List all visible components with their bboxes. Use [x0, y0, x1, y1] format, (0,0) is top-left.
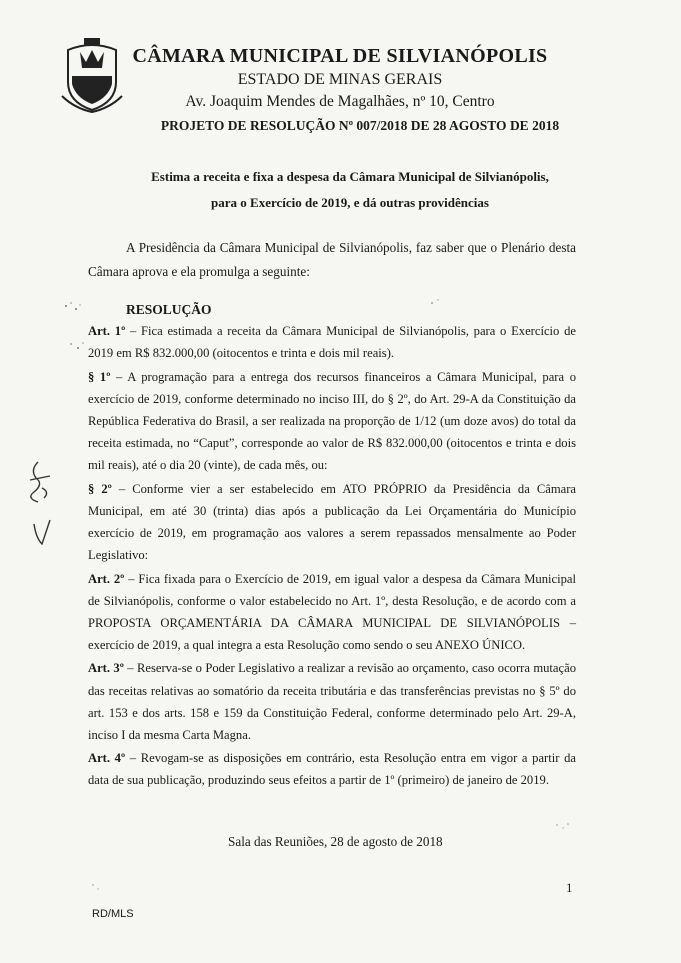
resolution-heading: RESOLUÇÃO	[126, 302, 212, 317]
article-label: Art. 1º	[88, 324, 126, 338]
paragraph-2	[88, 478, 576, 566]
scan-noise-icon	[62, 300, 84, 314]
article-label: § 1º	[88, 369, 111, 384]
article-label: Art. 3º	[88, 661, 124, 676]
article-1	[88, 320, 576, 364]
scan-noise-icon	[66, 340, 88, 354]
municipal-crest-icon	[58, 36, 126, 114]
state-name: ESTADO DE MINAS GERAIS	[237, 71, 443, 88]
article-4	[88, 747, 576, 791]
org-name: CÂMARA MUNICIPAL DE SILVIANÓPOLIS	[132, 45, 548, 67]
ementa-line-2: para o Exercício de 2019, e dá outras providências	[211, 195, 489, 210]
article-text: – Reserva-se o Poder Legislativo a realizar a revisão ao orçamento, caso ocorra mutação das receitas relativas ao somatório da receita tributária e das transferências previstas no § 5º do art. 153 e dos arts. 158 e 159 da Constituição Federal, conforme determinado pelo Art. 29-A, inciso I da mesma Carta Magna.	[88, 661, 576, 742]
resolution-body	[88, 320, 576, 793]
ementa-line-1: Estima a receita e fixa a despesa da Câmara Municipal de Silvianópolis,	[151, 169, 549, 184]
scan-noise-icon	[552, 820, 574, 834]
article-2	[88, 568, 576, 656]
scan-noise-icon	[88, 880, 110, 894]
handwritten-mark-icon	[20, 458, 60, 548]
initials: RD/MLS	[92, 908, 134, 920]
paragraph-1	[88, 366, 576, 476]
letterhead	[130, 44, 550, 112]
article-label: Art. 2º	[88, 571, 125, 586]
ementa	[100, 164, 600, 216]
article-label: § 2º	[88, 481, 112, 496]
project-title: PROJETO DE RESOLUÇÃO Nº 007/2018 DE 28 AGOSTO DE 2018	[160, 118, 560, 133]
scan-noise-icon	[426, 296, 448, 310]
article-text: – Fica estimada a receita da Câmara Municipal de Silvianópolis, para o Exercício de 2019 em R$ 832.000,00 (oitocentos e trinta e dois mil reais).	[88, 324, 576, 361]
address: Av. Joaquim Mendes de Magalhães, nº 10, Centro	[185, 93, 495, 110]
signoff: Sala das Reuniões, 28 de agosto de 2018	[228, 834, 443, 849]
article-text: – Fica fixada para o Exercício de 2019, em igual valor a despesa da Câmara Municipal de Silvianópolis, conforme o valor estabelecido no Art. 1º, desta Resolução, e de acordo com a PROPOSTA ORÇAMENTÁRIA DA CÂMARA MUNICIPAL DE SILVIANÓPOLIS – exercício de 2019, a qual integra a esta Resolução como sendo o seu ANEXO ÚNICO.	[88, 571, 576, 652]
article-text: – A programação para a entrega dos recursos financeiros a Câmara Municipal, para o exercício de 2019, conforme determinado no inciso III, do § 2º, do Art. 29-A da Constituição da República Federativa do Brasil, a ser realizada na proporção de 1/12 (um doze avos) do total da receita estimada, no “Caput”, corresponde ao valor de R$ 832.000,00 (oitocentos e trinta e dois mil reais), até o dia 20 (vinte), de cada mês, ou:	[88, 369, 576, 473]
article-text: – Revogam-se as disposições em contrário, esta Resolução entra em vigor a partir da data de sua publicação, produzindo seus efeitos a partir de 1º (primeiro) de janeiro de 2019.	[88, 751, 576, 788]
preamble: A Presidência da Câmara Municipal de Silvianópolis, faz saber que o Plenário desta Câmara aprova e ela promulga a seguinte:	[88, 240, 576, 279]
page-number: 1	[566, 880, 573, 895]
article-3	[88, 657, 576, 745]
article-text: – Conforme vier a ser estabelecido em ATO PRÓPRIO da Presidência da Câmara Municipal, em até 30 (trinta) dias após a publicação da Lei Orçamentária do Município exercício de 2019, em programação aos valores a serem repassados mensalmente ao Poder Legislativo:	[88, 481, 576, 562]
article-label: Art. 4º	[88, 751, 126, 766]
